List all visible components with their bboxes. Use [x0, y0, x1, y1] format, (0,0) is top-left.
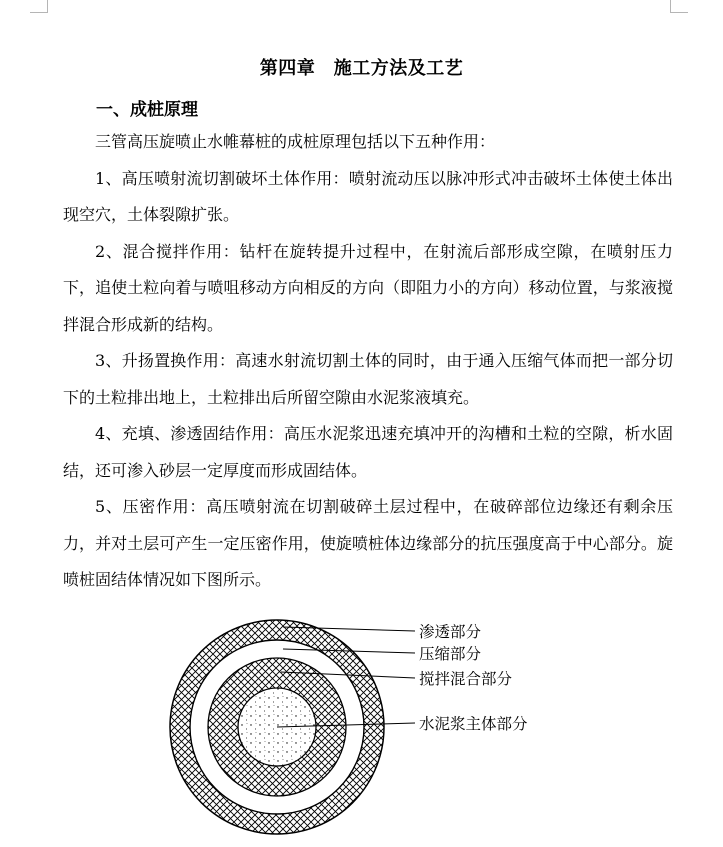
pile-cross-section-diagram — [150, 605, 590, 843]
label-cement-core: 水泥浆主体部分 — [419, 715, 528, 733]
label-mixing: 搅拌混合部分 — [419, 670, 513, 688]
crop-mark-top-left — [47, 0, 48, 13]
paragraph-5: 5、压密作用：高压喷射流在切割破碎土层过程中，在破碎部位边缘还有剩余压力，并对土层可产生一定压密作用，使旋喷桩体边缘部分的抗压强度高于中心部分。旋喷桩固结体情况如下图所示。 — [63, 497, 673, 589]
paragraph-3: 3、升扬置换作用：高速水射流切割土体的同时，由于通入压缩气体而把一部分切下的土粒排出地上，土粒排出后所留空隙由水泥浆液填充。 — [63, 351, 673, 407]
section-heading: 一、成桩原理 — [96, 100, 198, 120]
paragraph-1: 1、高压喷射流切割破坏土体作用：喷射流动压以脉冲形式冲击破坏土体使土体出现空穴，土体裂隙扩张。 — [63, 168, 673, 224]
label-compression: 压缩部分 — [419, 645, 482, 663]
paragraph-intro: 三管高压旋喷止水帷幕桩的成桩原理包括以下五种作用： — [95, 132, 496, 151]
paragraph-2: 2、混合搅拌作用：钻杆在旋转提升过程中，在射流后部形成空隙，在喷射压力下，追使土粒向着与喷咀移动方向相反的方向（即阻力小的方向）移动位置，与浆液搅拌混合形成新的结构。 — [63, 241, 673, 334]
label-permeation: 渗透部分 — [419, 623, 482, 641]
chapter-title: 第四章 施工方法及工艺 — [259, 58, 464, 79]
body-text — [63, 124, 673, 599]
paragraph-4: 4、充填、渗透固结作用：高压水泥浆迅速充填冲开的沟槽和土粒的空隙，析水固结，还可渗入砂层一定厚度而形成固结体。 — [63, 424, 673, 480]
pile-cross-section-figure — [150, 605, 590, 843]
crop-mark-top-right-h — [670, 12, 688, 13]
crop-mark-top-right — [670, 0, 671, 12]
crop-mark-top-left-h — [30, 12, 47, 13]
